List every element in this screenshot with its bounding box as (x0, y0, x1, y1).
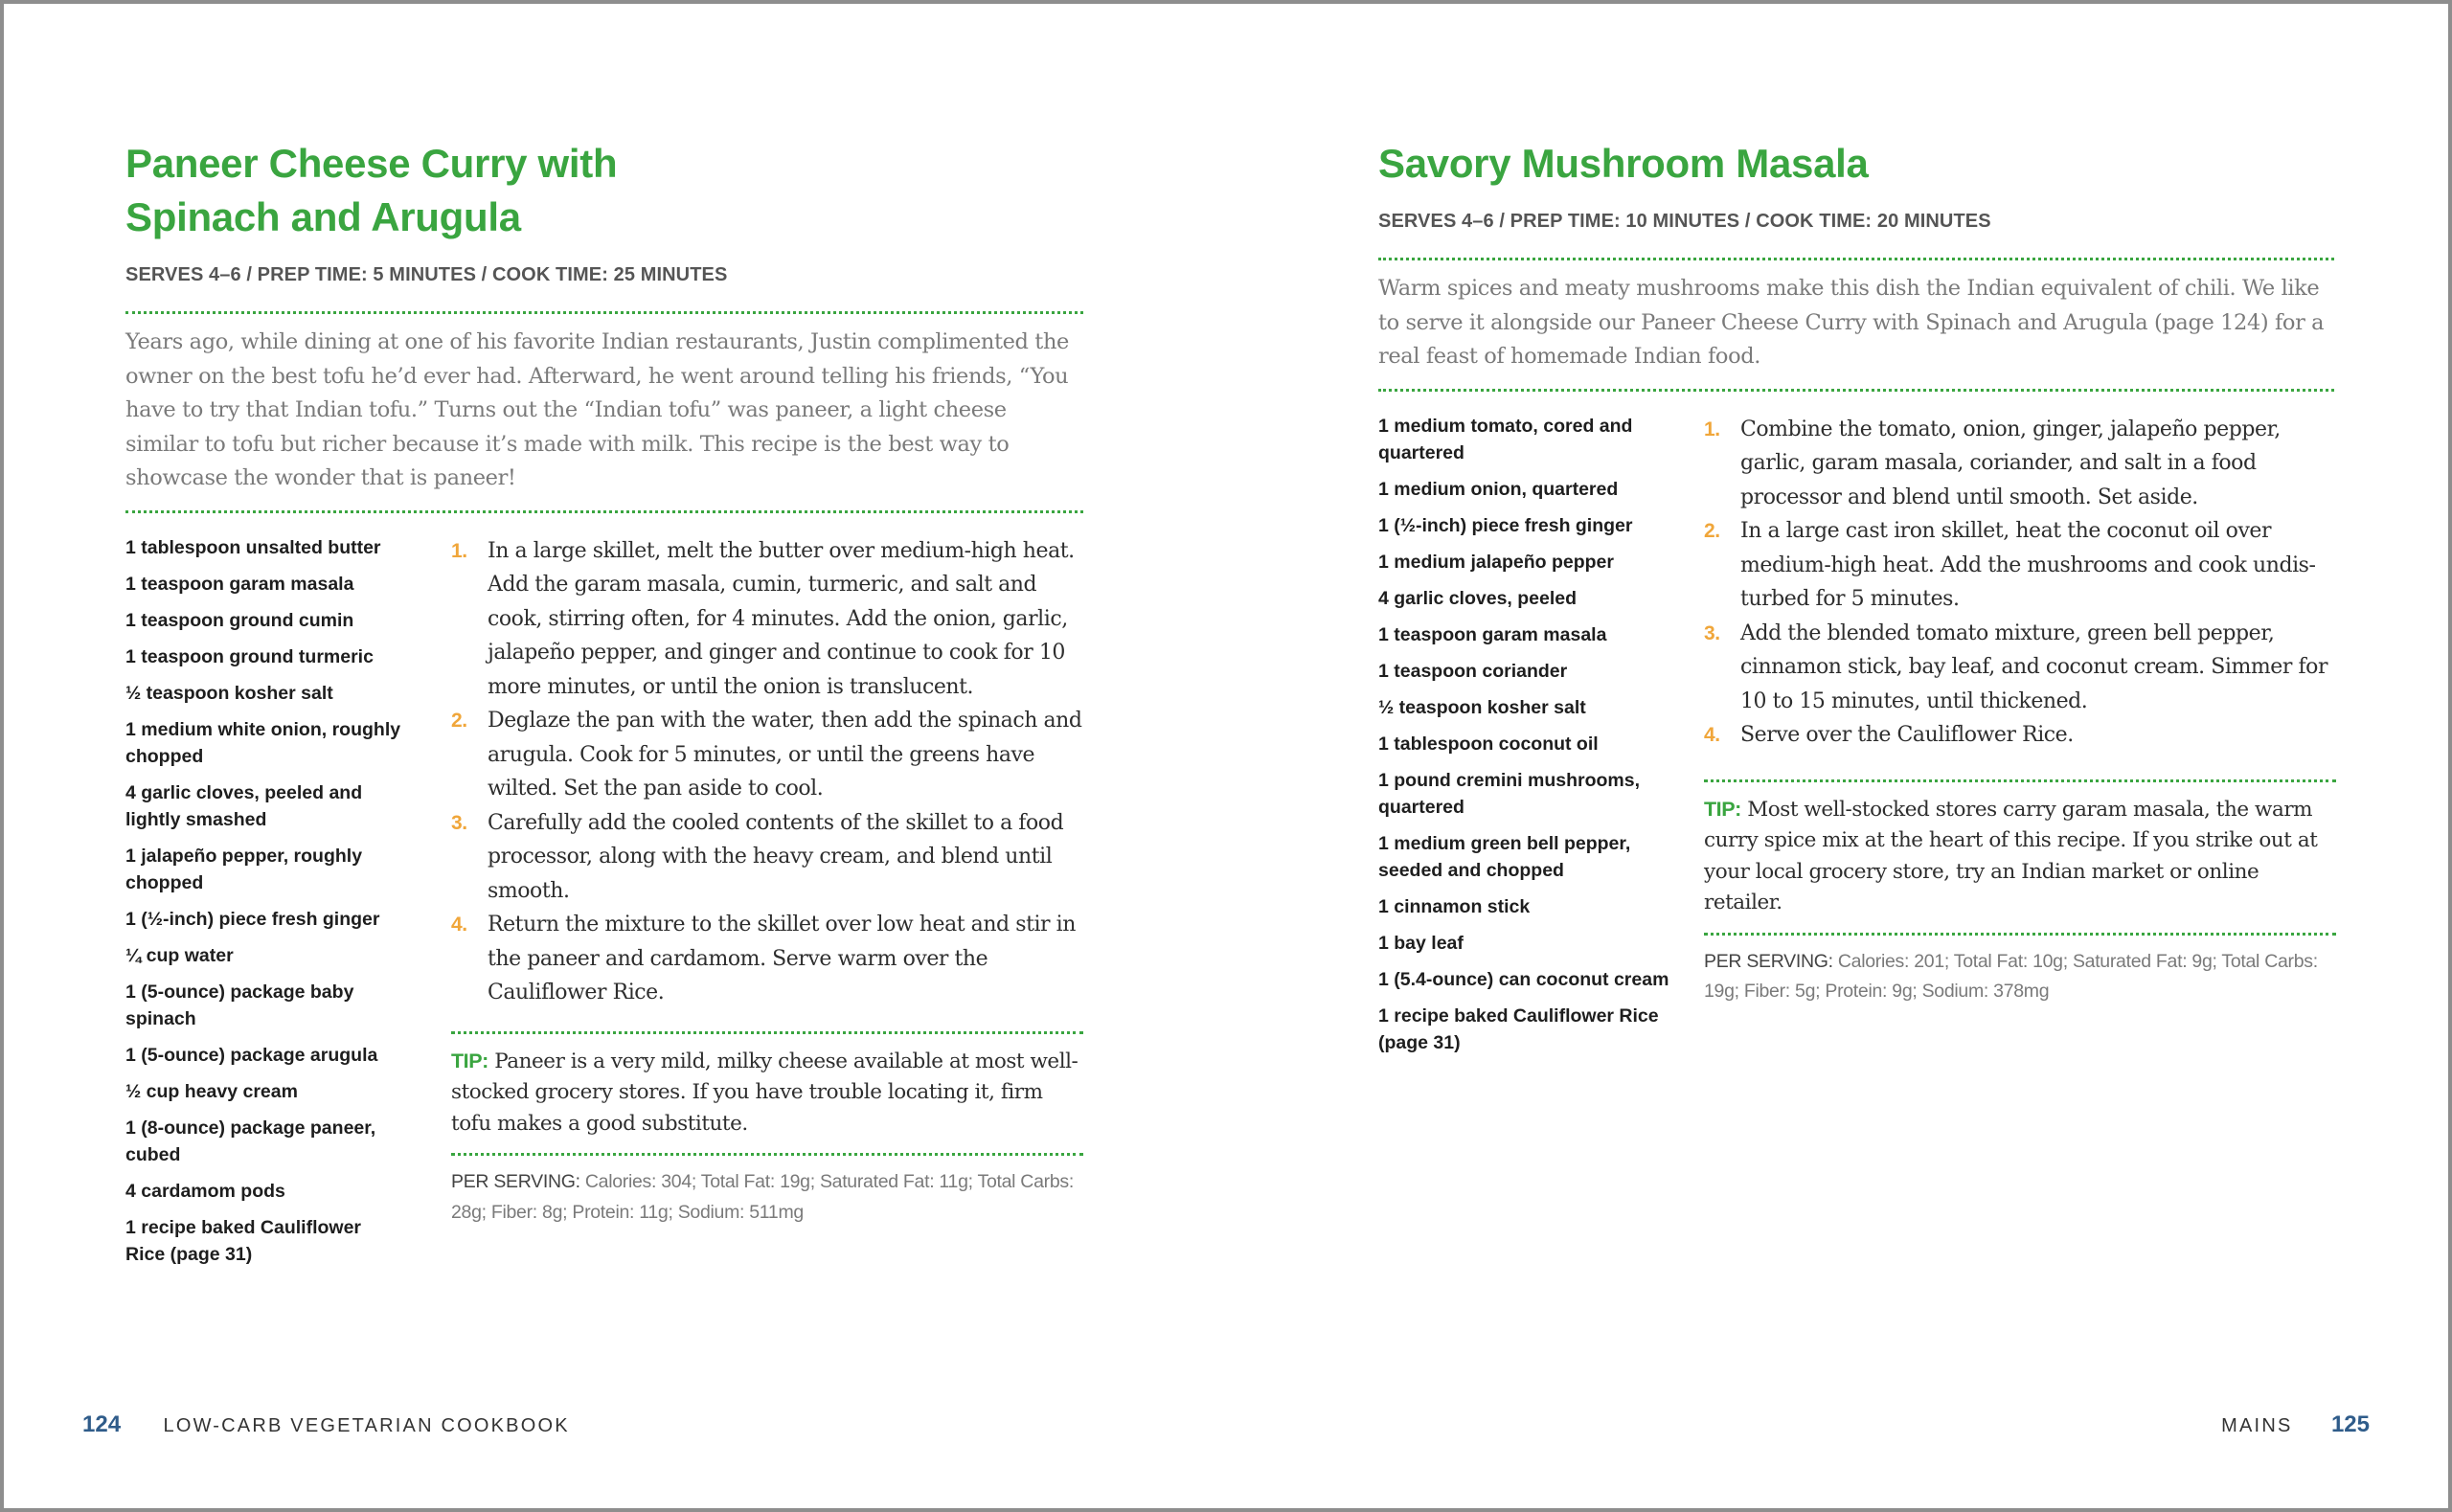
step (451, 908, 1083, 1010)
tip (451, 1046, 1083, 1140)
recipe-title (125, 137, 1083, 244)
recipe-title-line2: Spinach and Arugula (125, 194, 521, 239)
dotted-divider (1378, 258, 2334, 260)
step (451, 534, 1083, 705)
step-number: 4. (451, 914, 467, 936)
step (451, 806, 1083, 909)
tip-label: TIP: (1704, 797, 1741, 821)
ingredient: 1 (5-ounce) package baby spinach (125, 981, 354, 1029)
recipe-title: Savory Mushroom Masala (1378, 141, 1869, 186)
ingredient: 1 medium jalapeño pepper (1378, 551, 1614, 573)
page-number: 125 (2330, 1411, 2370, 1437)
step (1704, 617, 2336, 719)
ingredient: 1 (8-ounce) package paneer, cubed (125, 1117, 376, 1165)
step-text: Carefully add the cooled contents of the skillet to a food processor, along with the heavy cream, and blend until smooth. (488, 810, 1064, 903)
step-text: Return the mixture to the skillet over low heat and stir in the paneer and cardamom. Serve warm over the Cauliflower Rice. (488, 913, 1076, 1004)
recipe-intro: Warm spices and meaty mushrooms make this dish the Indian equivalent of chili. We like to serve it alongside our Paneer Cheese Curry with Spinach and Arugula (page 124) for a real feast of homemade Indian food. (1378, 276, 2325, 369)
ingredient: 1 (5-ounce) package arugula (125, 1044, 378, 1066)
ingredient: 1 jalapeño pepper, roughly chopped (125, 845, 363, 893)
ingredient: ½ cup heavy cream (125, 1080, 298, 1102)
tip-label: TIP: (451, 1049, 488, 1072)
ingredient: 1 bay leaf (1378, 932, 1464, 954)
tip-text: Most well-stocked stores carry garam masala, the warm curry spice mix at the heart of this recipe. If you strike out at your local grocery store, try an Indian market or online retailer. (1704, 797, 2318, 914)
tip-text: Paneer is a very mild, milky cheese available at most well-stocked grocery stores. If you have trouble locating it, firm tofu makes a good substitute. (451, 1049, 1078, 1136)
step-text: Deglaze the pan with the water, then add the spinach and arugula. Cook for 5 minutes, or until the greens have wilted. Set the pan aside to cool. (488, 709, 1082, 801)
per-serving (1704, 947, 2336, 1007)
ingredient: ½ teaspoon kosher salt (125, 682, 333, 704)
step-text: Add the blended tomato mixture, green bell pepper, cinnamon stick, bay leaf, and coconut cream. Simmer for 10 to 15 minutes, until thickened. (1740, 621, 2328, 713)
step-number: 1. (1704, 417, 1720, 440)
ingredient-list (1378, 413, 1685, 1066)
per-serving-label: PER SERVING: (451, 1171, 580, 1192)
step-text: In a large skillet, melt the butter over medium-high heat. Add the garam masala, cumin, turmeric, and salt and cook, stirring often, for 4 minutes. Add the onion, garlic, jalapeño pepper, and ginger and continue to cook for 10 more minutes, or until the onion is translucent. (488, 538, 1075, 699)
ingredient: 1 (5.4-ounce) can coconut cream (1378, 968, 1669, 990)
dotted-divider (1704, 933, 2336, 936)
step-list (451, 534, 1083, 1010)
ingredient: 1 (½-inch) piece fresh ginger (125, 908, 380, 930)
step (1704, 413, 2336, 515)
step-number: 1. (451, 539, 467, 562)
ingredient: 1 medium onion, quartered (1378, 478, 1619, 500)
recipe-meta: SERVES 4–6 / PREP TIME: 10 MINUTES / COOK TIME: 20 MINUTES (1378, 211, 1991, 232)
per-serving (451, 1167, 1083, 1228)
ingredient-list (125, 534, 413, 1277)
book-title: LOW-CARB VEGETARIAN COOKBOOK (163, 1415, 570, 1436)
ingredient: 1 tablespoon unsalted butter (125, 536, 381, 558)
ingredient: 1 medium green bell pepper, seeded and chopped (1378, 832, 1631, 881)
per-serving-text: Calories: 304; Total Fat: 19g; Saturated Fat: 11g; Total Carbs: 28g; Fiber: 8g; Protein: 11g; Sodium: 511mg (451, 1171, 1074, 1223)
dotted-divider (125, 510, 1083, 513)
recipe-body (1378, 413, 2336, 1066)
ingredient: 1 teaspoon coriander (1378, 660, 1568, 682)
ingredient: 1 pound cremini mushrooms, quartered (1378, 769, 1641, 818)
recipe-title-line1: Paneer Cheese Curry with (125, 141, 618, 186)
ingredient: ¼ cup water (125, 944, 234, 966)
ingredient: 1 medium tomato, cored and quartered (1378, 415, 1633, 463)
left-page (125, 4, 1083, 1508)
ingredient: 1 teaspoon garam masala (1378, 623, 1607, 645)
step-text: Serve over the Cauliflower Rice. (1740, 723, 2074, 747)
dotted-divider (1704, 779, 2336, 782)
step-number: 4. (1704, 724, 1720, 746)
dotted-divider (451, 1153, 1083, 1156)
ingredient: 1 teaspoon ground cumin (125, 609, 354, 631)
tip (1704, 794, 2336, 919)
recipe-intro: Years ago, while dining at one of his favorite Indian restaurants, Justin complimented the owner on the best tofu he’d ever had. Afterward, he went around telling his friends, “You have to try that Indian tofu.” Turns out the “Indian tofu” was paneer, a light cheese similar to tofu but richer because it’s made with milk. This recipe is the best way to showcase the wonder that is paneer! (125, 329, 1069, 490)
ingredient: 1 teaspoon ground turmeric (125, 645, 374, 667)
per-serving-text: Calories: 201; Total Fat: 10g; Saturated Fat: 9g; Total Carbs: 19g; Fiber: 5g; Protein: 9g; Sodium: 378mg (1704, 950, 2318, 1002)
directions-column (451, 534, 1083, 1277)
ingredient: 1 tablespoon coconut oil (1378, 733, 1599, 755)
dotted-divider (1378, 389, 2334, 392)
recipe-body (125, 534, 1083, 1277)
step-number: 3. (451, 811, 467, 834)
left-footer (82, 1411, 570, 1438)
step (451, 704, 1083, 806)
step-number: 2. (1704, 520, 1720, 542)
ingredient: 1 recipe baked Cauliflower Rice (page 31) (125, 1216, 362, 1265)
ingredient: 1 recipe baked Cauliflower Rice (page 31) (1378, 1004, 1659, 1053)
step-text: In a large cast iron skillet, heat the coconut oil over medium-high heat. Add the mushrooms and cook undis-turbed for 5 minutes. (1740, 519, 2316, 611)
step-list (1704, 413, 2336, 753)
ingredient: 1 (½-inch) piece fresh ginger (1378, 514, 1633, 536)
right-page (1378, 4, 2336, 1508)
ingredient: 4 garlic cloves, peeled and lightly smashed (125, 781, 363, 830)
step-text: Combine the tomato, onion, ginger, jalapeño pepper, garlic, garam masala, coriander, and salt in a food processor and blend until smooth. Set aside. (1740, 417, 2281, 509)
step-number: 2. (451, 710, 467, 732)
step-number: 3. (1704, 621, 1720, 644)
recipe-meta: SERVES 4–6 / PREP TIME: 5 MINUTES / COOK TIME: 25 MINUTES (125, 264, 728, 285)
dotted-divider (451, 1031, 1083, 1034)
section-title: MAINS (2221, 1415, 2293, 1436)
ingredient: 4 garlic cloves, peeled (1378, 587, 1578, 609)
page-number: 124 (82, 1411, 122, 1437)
step (1704, 718, 2336, 753)
ingredient: ½ teaspoon kosher salt (1378, 696, 1586, 718)
dotted-divider (125, 311, 1083, 314)
ingredient: 4 cardamom pods (125, 1180, 285, 1202)
step (1704, 514, 2336, 617)
ingredient: 1 teaspoon garam masala (125, 573, 354, 595)
directions-column (1704, 413, 2336, 1066)
ingredient: 1 cinnamon stick (1378, 895, 1531, 917)
per-serving-label: PER SERVING: (1704, 950, 1833, 972)
right-footer (2221, 1411, 2370, 1438)
ingredient: 1 medium white onion, roughly chopped (125, 718, 401, 767)
